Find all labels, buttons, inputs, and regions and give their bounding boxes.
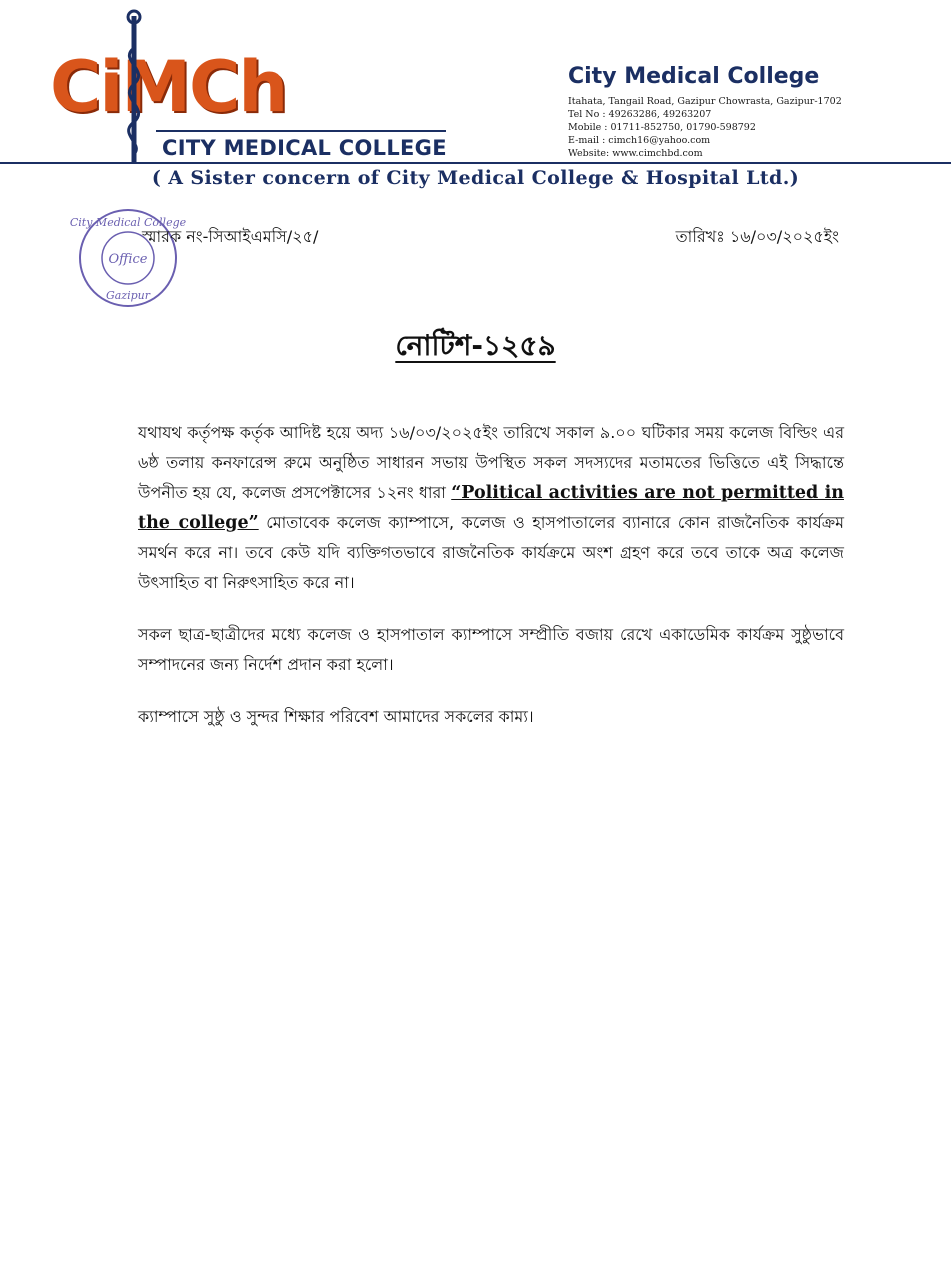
paragraph-1-start: যথাযথ কর্তৃপক্ষ কর্তৃক আদিষ্ট হয়ে অদ্য ১৬/০৩/২০২৫ইং তারিখে সকাল ৯.০০ ঘটিকার সময় কলেজ বিল্ডিং এর ৬ষ্ঠ তলায় কনফারেন্স রুমে অনুষ্ঠিত সাধারন সভায় উপস্থিত সকল সদস্যদের মতামতের ভিত্তিতে এই সিদ্ধান্তে উপনীত হয় যে, কলেজ প্রসপেক্টাসের ১২নং ধারা <box>138 423 844 502</box>
stamp-inner-text: Office <box>108 252 148 267</box>
mobile-line: Mobile : 01711-852750, 01790-598792 <box>568 122 756 133</box>
paragraph-3: ক্যাম্পাসে সুষ্ঠু ও সুন্দর শিক্ষার পরিবেশ আমাদের সকলের কাম্য। <box>138 707 534 726</box>
address-line: Itahata, Tangail Road, Gazipur Chowrasta, Gazipur-1702 <box>568 96 842 107</box>
header-rule <box>0 162 951 164</box>
notice-body <box>138 418 844 754</box>
email-line: E-mail : cimch16@yahoo.com <box>568 135 711 146</box>
paragraph-2: সকল ছাত্র-ছাত্রীদের মধ্যে কলেজ ও হাসপাতাল ক্যাম্পাসে সম্প্রীতি বজায় রেখে একাডেমিক কার্যক্রম সুষ্ঠুভাবে সম্পাদনের জন্য নির্দেশ প্রদান করা হলো। <box>138 625 844 674</box>
notice-title <box>0 324 951 371</box>
college-contact-block <box>568 64 908 160</box>
memo-number: স্মারক নং-সিআইএমসি/২৫/ <box>142 227 319 246</box>
stamp-bottom-text: Gazipur <box>105 289 151 302</box>
notice-title-text: নোটিশ-১২৫৯ <box>395 329 556 362</box>
stamp-outer-text: City Medical College <box>69 216 187 229</box>
paragraph-1 <box>138 418 844 598</box>
logo-divider <box>156 130 446 132</box>
tel-line: Tel No : 49263286, 49263207 <box>568 109 712 120</box>
logo-subtitle: CITY MEDICAL COLLEGE <box>162 136 447 160</box>
website-line: Website: www.cimchbd.com <box>568 148 703 159</box>
logo-text: CiMCh <box>50 46 287 128</box>
college-logo <box>44 8 464 160</box>
college-name: City Medical College <box>568 64 820 89</box>
office-stamp-icon <box>69 206 187 310</box>
prospectus-quote: “Political activities are not permitted in the college” <box>138 483 844 533</box>
notice-date: তারিখঃ ১৬/০৩/২০২৫ইং <box>675 227 839 246</box>
paragraph-1-end: মোতাবেক কলেজ ক্যাম্পাসে, কলেজ ও হাসপাতালের ব্যানারে কোন রাজনৈতিক কার্যক্রম সমর্থন করে না। তবে কেউ যদি ব্যক্তিগতভাবে রাজনৈতিক কার্যক্রমে অংশ গ্রহণ করে তবে তাকে অত্র কলেজ উৎসাহিত বা নিরুৎসাহিত করে না। <box>138 513 844 592</box>
caduceus-icon <box>114 8 154 168</box>
sister-concern-line: ( A Sister concern of City Medical College & Hospital Ltd.) <box>151 167 800 189</box>
